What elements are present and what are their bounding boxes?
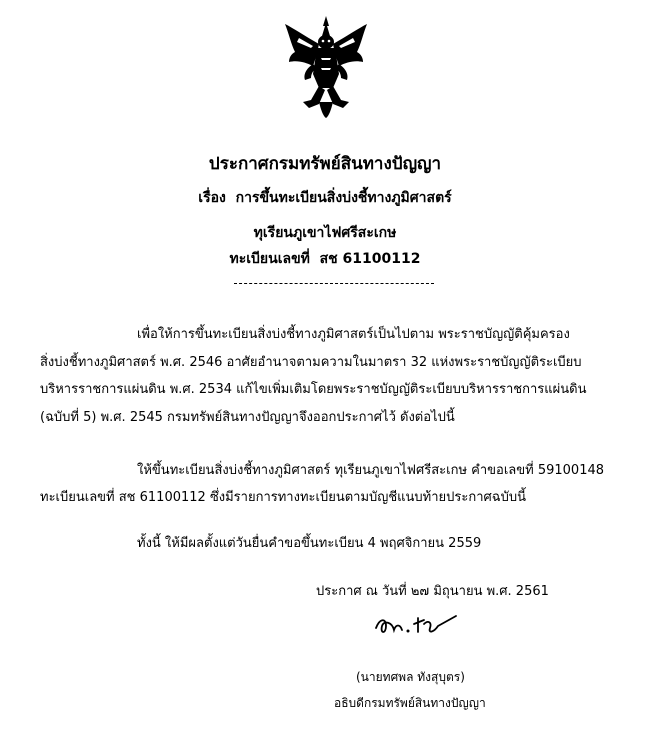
registration-number: สช 61100112 [319,251,421,267]
product-name: ทุเรียนภูเขาไฟศรีสะเกษ [253,225,397,241]
paragraph1-line: เพื่อให้การขึ้นทะเบียนสิ่งบ่งชี้ทางภูมิศาสตร์เป็นไปตาม พระราชบัญญัติคุ้มครอง [137,327,570,342]
signature-icon [372,612,462,640]
paragraph2-line: ให้ขึ้นทะเบียนสิ่งบ่งชี้ทางภูมิศาสตร์ ทุเรียนภูเขาไฟศรีสะเกษ คำขอเลขที่ 59100148 [137,463,605,478]
registration-line [0,248,650,270]
registration-label: ทะเบียนเลขที่ [229,251,310,267]
subject-text: การขึ้นทะเบียนสิ่งบ่งชี้ทางภูมิศาสตร์ [235,190,452,206]
section-divider [234,283,434,284]
paragraph1-line: สิ่งบ่งชี้ทางภูมิศาสตร์ พ.ศ. 2546 อาศัยอำนาจตามความในมาตรา 32 แห่งพระราชบัญญัติระเบียบ [40,355,582,370]
document-title: ประกาศกรมทรัพย์สินทางปัญญา [208,154,442,174]
subject-label: เรื่อง [198,190,226,206]
document-subject [0,187,650,209]
paragraph2-line: ทะเบียนเลขที่ สช 61100112 ซึ่งมีรายการทางทะเบียนตามบัญชีแนบท้ายประกาศฉบับนี้ [40,490,527,505]
paragraph1-line: (ฉบับที่ 5) พ.ศ. 2545 กรมทรัพย์สินทางปัญญาจึงออกประกาศไว้ ดังต่อไปนี้ [40,410,455,425]
signer-name: (นายทศพล ทังสุบุตร) [356,670,465,684]
announce-date-line: ประกาศ ณ วันที่ ๒๗ มิถุนายน พ.ศ. 2561 [316,584,549,599]
signer-title: อธิบดีกรมทรัพย์สินทางปัญญา [334,696,486,710]
garuda-emblem-icon [283,14,369,120]
paragraph1-line: บริหารราชการแผ่นดิน พ.ศ. 2534 แก้ไขเพิ่มเติมโดยพระราชบัญญัติระเบียบบริหารราชการแผ่นดิน [40,382,587,397]
effective-date-paragraph: ทั้งนี้ ให้มีผลตั้งแต่วันยื่นคำขอขึ้นทะเบียน 4 พฤศจิกายน 2559 [137,536,482,551]
